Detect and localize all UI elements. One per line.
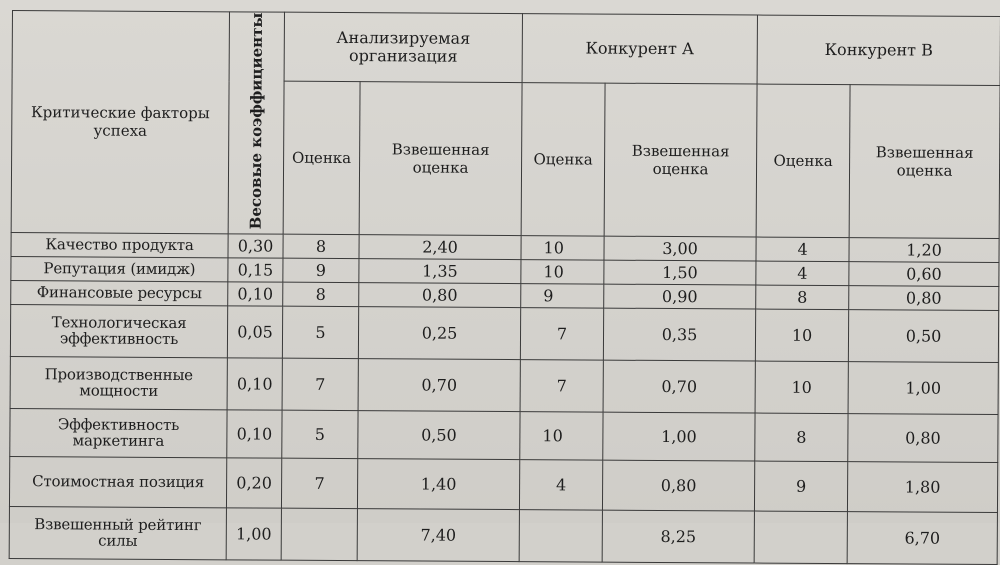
total-row — [9, 506, 997, 564]
subheader-a-score: Оценка — [521, 83, 605, 236]
row-factor: Технологическая эффективность — [10, 304, 227, 357]
row-factor: Стоимостная позиция — [9, 456, 226, 507]
row-b-weighted: 1,80 — [847, 461, 997, 512]
row-b-score: 10 — [755, 361, 848, 414]
row-b-score: 8 — [755, 413, 848, 462]
row-factor: Эффективность маркетинга — [10, 408, 227, 457]
header-weights: Весовые коэффициенты — [228, 12, 284, 234]
row-a-weighted: 0,80 — [602, 460, 754, 511]
row-factor: Производственные мощности — [10, 356, 227, 409]
row-a-score: 9 — [521, 283, 604, 308]
row-org-weighted: 0,50 — [358, 410, 520, 459]
row-factor: Финансовые ресурсы — [11, 280, 228, 305]
row-a-weighted: 1,50 — [604, 260, 756, 285]
row-org-weighted: 0,25 — [358, 306, 520, 359]
row-factor: Качество продукта — [11, 232, 228, 257]
total-org-weighted: 7,40 — [357, 508, 519, 561]
row-b-weighted: 0,80 — [848, 413, 998, 462]
row-weight: 0,20 — [226, 458, 281, 508]
total-label: Взвешенный рейтинг силы — [9, 506, 226, 559]
row-a-score: 7 — [520, 359, 603, 412]
row-a-weighted: 0,70 — [603, 360, 755, 413]
table-row — [10, 356, 998, 414]
row-a-score: 7 — [520, 307, 603, 360]
row-org-score: 9 — [283, 258, 359, 282]
subheader-a-weighted: Взвешенная оценка — [604, 84, 757, 237]
total-org-score-empty — [281, 508, 357, 560]
row-b-score: 8 — [756, 285, 849, 310]
row-org-score: 7 — [281, 458, 357, 508]
row-a-weighted: 1,00 — [603, 412, 755, 461]
row-a-score: 4 — [519, 459, 602, 510]
row-b-weighted: 0,80 — [849, 285, 999, 310]
row-org-score: 8 — [283, 234, 359, 258]
row-org-score: 5 — [282, 306, 358, 358]
total-weight: 1,00 — [226, 508, 281, 560]
table-row — [9, 456, 997, 512]
total-a-score-empty — [519, 509, 602, 562]
header-factors: Критические факторы успеха — [11, 11, 229, 234]
row-a-score: 10 — [521, 235, 604, 260]
row-b-score: 4 — [756, 261, 849, 286]
row-weight: 0,15 — [228, 258, 283, 282]
subheader-b-weighted: Взвешенная оценка — [849, 85, 1000, 238]
row-b-weighted: 0,50 — [848, 309, 998, 362]
row-b-weighted: 1,00 — [848, 361, 998, 414]
header-competitor-b: Конкурент В — [757, 15, 1000, 86]
subheader-org-weighted: Взвешенная оценка — [359, 82, 522, 235]
row-org-weighted: 0,80 — [359, 282, 521, 307]
row-org-score: 7 — [282, 358, 358, 410]
competitive-strength-table — [9, 10, 1000, 565]
header-competitor-a: Конкурент А — [522, 14, 757, 85]
row-org-weighted: 1,40 — [357, 458, 519, 509]
row-org-score: 5 — [282, 410, 358, 458]
row-org-weighted: 1,35 — [359, 258, 521, 283]
total-a-weighted: 8,25 — [602, 510, 754, 563]
row-b-weighted: 1,20 — [849, 237, 999, 262]
table-row — [10, 408, 998, 462]
row-factor: Репутация (имидж) — [11, 256, 228, 281]
subheader-b-score: Оценка — [756, 85, 850, 238]
row-org-weighted: 0,70 — [358, 358, 520, 411]
row-a-weighted: 0,35 — [603, 308, 755, 361]
row-org-weighted: 2,40 — [359, 234, 521, 259]
row-weight: 0,10 — [228, 282, 283, 306]
row-b-weighted: 0,60 — [849, 261, 999, 286]
row-b-score: 9 — [754, 461, 847, 512]
row-b-score: 4 — [756, 237, 849, 262]
total-b-weighted: 6,70 — [847, 511, 997, 564]
row-weight: 0,30 — [228, 234, 283, 258]
row-a-score: 10 — [521, 259, 604, 284]
row-a-weighted: 0,90 — [604, 284, 756, 309]
row-weight: 0,10 — [227, 358, 282, 410]
row-a-weighted: 3,00 — [604, 236, 756, 261]
header-org: Анализируемая организация — [284, 12, 522, 83]
total-b-score-empty — [754, 511, 847, 564]
table-row — [10, 304, 998, 362]
row-a-score: 10 — [520, 411, 603, 460]
subheader-org-score: Оценка — [283, 82, 360, 235]
row-org-score: 8 — [283, 282, 359, 306]
row-weight: 0,10 — [227, 410, 282, 458]
row-weight: 0,05 — [227, 306, 282, 358]
row-b-score: 10 — [755, 309, 848, 362]
